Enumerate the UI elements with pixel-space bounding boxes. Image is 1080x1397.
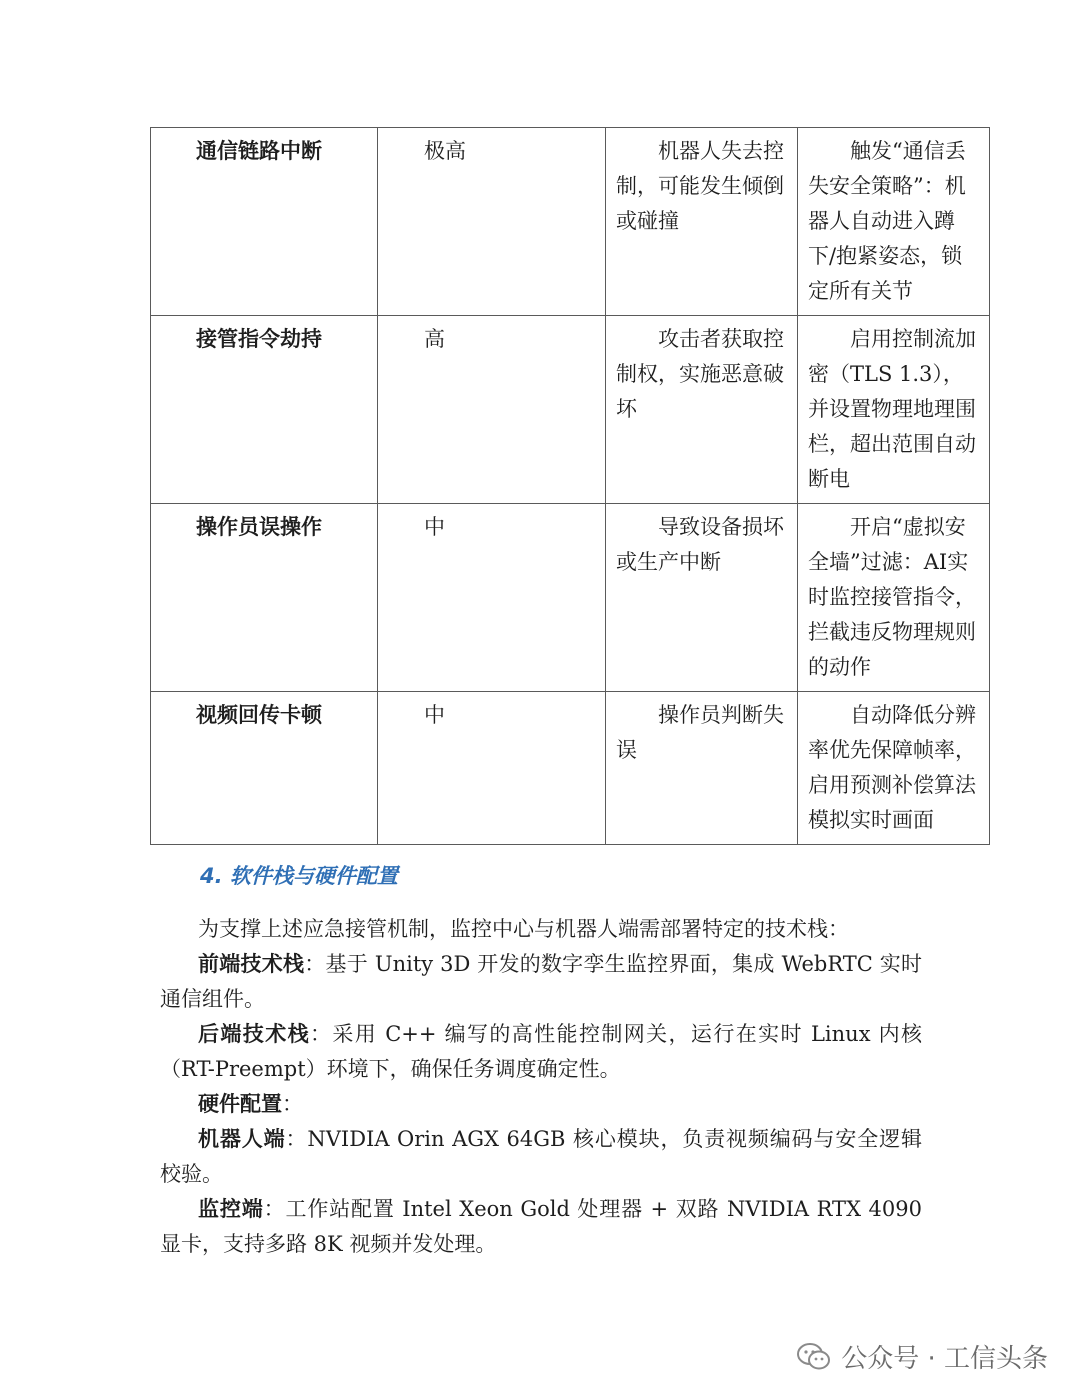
- risk-table: [150, 127, 990, 845]
- hardware-text: ：: [282, 1092, 303, 1116]
- risk-name-cell: 通信链路中断: [151, 128, 378, 316]
- risk-level-cell: 中: [378, 504, 606, 692]
- risk-level-cell: 中: [378, 692, 606, 845]
- backend-label: 后端技术栈: [198, 1022, 310, 1046]
- watermark-text: 公众号 · 工信头条: [841, 1344, 1048, 1374]
- intro-paragraph: [160, 912, 922, 947]
- table-row: [151, 692, 990, 845]
- risk-level-cell: 高: [378, 316, 606, 504]
- wechat-icon: [797, 1342, 831, 1372]
- robot-paragraph: [160, 1122, 922, 1192]
- hardware-label: 硬件配置: [198, 1092, 282, 1116]
- risk-impact-cell: 操作员判断失误: [606, 692, 798, 845]
- frontend-paragraph: [160, 947, 922, 1017]
- monitor-text: ：工作站配置 Intel Xeon Gold 处理器 + 双路 NVIDIA RTX 4090 显卡，支持多路 8K 视频并发处理。: [160, 1197, 922, 1256]
- risk-measure-cell: 自动降低分辨率优先保障帧率，启用预测补偿算法模拟实时画面: [798, 692, 990, 845]
- risk-level-cell: 极高: [378, 128, 606, 316]
- section-body: [160, 912, 922, 1262]
- frontend-text: ：基于 Unity 3D 开发的数字孪生监控界面，集成 WebRTC 实时通信组件。: [160, 952, 923, 1011]
- risk-measure-cell: 开启“虚拟安全墙”过滤：AI实时监控接管指令，拦截违反物理规则的动作: [798, 504, 990, 692]
- backend-paragraph: [160, 1017, 922, 1087]
- risk-impact-cell: 攻击者获取控制权，实施恶意破坏: [606, 316, 798, 504]
- watermark: [797, 1338, 1048, 1375]
- risk-measure-cell: 启用控制流加密（TLS 1.3），并设置物理地理围栏，超出范围自动断电: [798, 316, 990, 504]
- robot-text: ：NVIDIA Orin AGX 64GB 核心模块，负责视频编码与安全逻辑校验。: [160, 1127, 923, 1186]
- frontend-label: 前端技术栈: [198, 952, 305, 976]
- risk-impact-cell: 导致设备损坏或生产中断: [606, 504, 798, 692]
- section-heading: 4. 软件栈与硬件配置: [200, 864, 398, 888]
- monitor-label: 监控端: [198, 1197, 264, 1221]
- table-row: [151, 504, 990, 692]
- risk-impact-cell: 机器人失去控制，可能发生倾倒或碰撞: [606, 128, 798, 316]
- hardware-paragraph: [160, 1087, 922, 1122]
- backend-text: ：采用 C++ 编写的高性能控制网关，运行在实时 Linux 内核（RT-Preempt）环境下，确保任务调度确定性。: [160, 1022, 923, 1081]
- risk-measure-cell: 触发“通信丢失安全策略”：机器人自动进入蹲下/抱紧姿态，锁定所有关节: [798, 128, 990, 316]
- table-row: [151, 316, 990, 504]
- table-row: [151, 128, 990, 316]
- risk-name-cell: 视频回传卡顿: [151, 692, 378, 845]
- risk-name-cell: 操作员误操作: [151, 504, 378, 692]
- risk-name-cell: 接管指令劫持: [151, 316, 378, 504]
- monitor-paragraph: [160, 1192, 922, 1262]
- intro-text: 为支撑上述应急接管机制，监控中心与机器人端需部署特定的技术栈：: [198, 917, 849, 941]
- robot-label: 机器人端: [198, 1127, 286, 1151]
